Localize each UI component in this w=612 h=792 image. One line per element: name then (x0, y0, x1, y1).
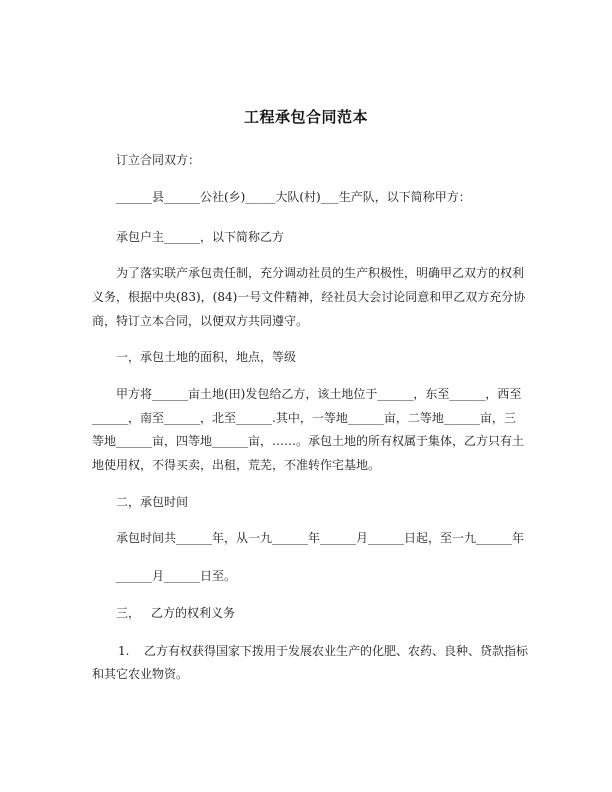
party-a-line: ______县______公社(乡)_____大队(村)___生产队，以下简称甲方： (116, 190, 471, 204)
parties-heading: 订立合同双方： (116, 153, 201, 167)
item1-line-2: 和其它农业物资。 (92, 667, 189, 681)
section1-heading: 一，承包土地的面积，地点，等级 (116, 350, 297, 364)
section1-line-1: 甲方将______亩土地(田)发包给乙方，该土地位于______，东至______，西至 (116, 387, 522, 401)
section2-line-2: ______月______日至。 (116, 569, 237, 583)
intro-line-1 (116, 266, 525, 280)
intro-line-3: 商，特订立本合同，以便双方共同遵守。 (92, 314, 309, 328)
party-b-line: 承包户主______，以下简称乙方 (116, 230, 285, 244)
section2-heading: 二，承包时间 (116, 495, 189, 509)
intro-line-2: 义务，根据中央(83)，(84)一号文件精神，经社员大会讨论同意和甲乙双方充分协 (92, 290, 526, 304)
document-title: 工程承包合同范本 (243, 108, 368, 126)
section2-line-1: 承包时间共______年，从一九______年______月______日起，至一九______年 (116, 531, 525, 545)
section1-line-3: 等地______亩，四等地______亩，……。承包土地的所有权属于集体，乙方只有土 (92, 434, 525, 448)
section1-line-2: ______，南至______，北至______.其中，一等地______亩，二等地______亩，三 (92, 411, 516, 425)
item1-number: 1. (118, 644, 130, 658)
section3-title: 乙方的权利义务 (151, 606, 236, 620)
section3-number: 三， (116, 606, 141, 620)
intro-line-1-text: 为了落实联产承包责任制，充分调动社员的生产积极性，明确甲乙双方的权利 (116, 266, 525, 280)
item1-line-1: 乙方有权获得国家下拨用于发展农业生产的化肥、农药、良种、贷款指标 (144, 644, 529, 658)
section1-line-4: 地使用权，不得买卖，出租，荒芜，不准转作宅基地。 (92, 458, 381, 472)
